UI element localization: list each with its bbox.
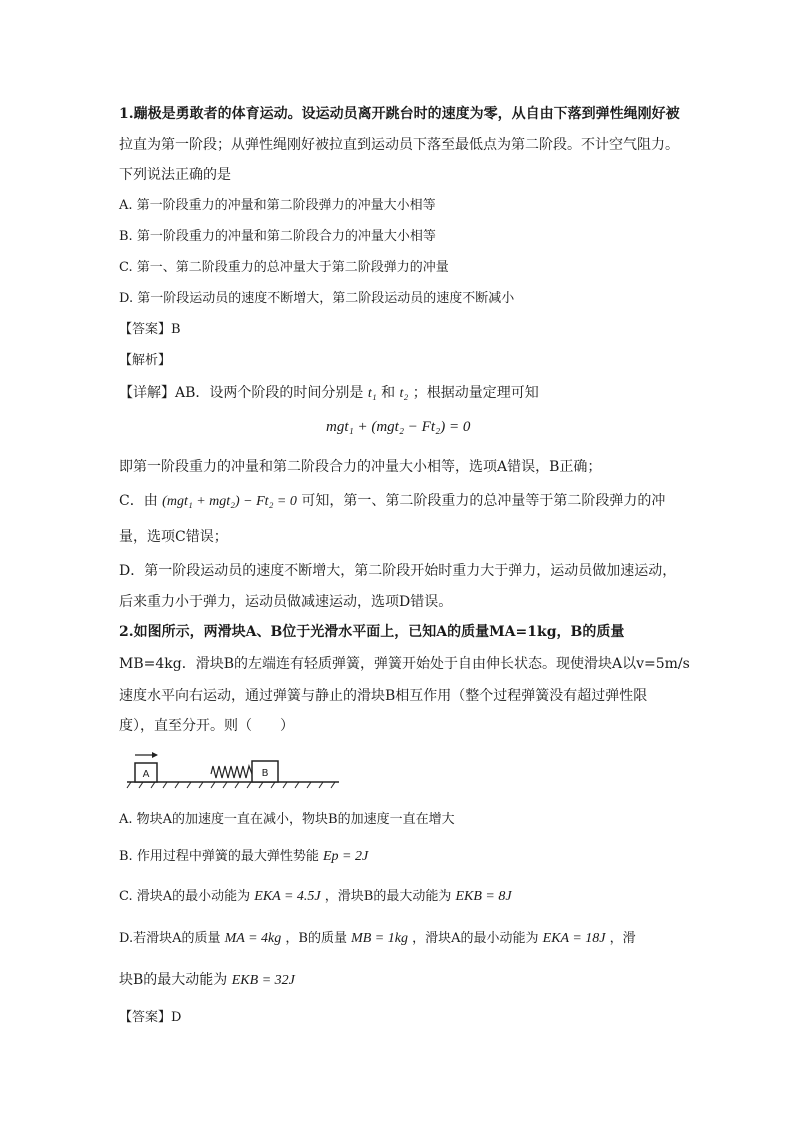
q2-stem-line1: 2.如图所示，两滑块A、B位于光滑水平面上，已知A的质量MA=1kg，B的质量 [119,624,625,640]
q1-c-suffix: 可知，第一、第二阶段重力的总冲量等于第二阶段弹力的冲 [301,493,666,509]
q1-answer: 【答案】B [119,322,181,337]
q1-option-c: C. 第一、第二阶段重力的总冲量大于第二阶段弹力的冲量 [119,260,449,275]
q2-option-b-eq: Ep = 2J [322,849,369,864]
q1-line-d1: D．第一阶段运动员的速度不断增大，第二阶段开始时重力大于弹力，运动员做加速运动， [119,563,677,579]
q2-answer: 【答案】D [119,1010,182,1025]
q2-stem-line3: 速度水平向右运动，通过弹簧与静止的滑块B相互作用（整个过程弹簧没有超过弹性限 [119,688,648,704]
q2-option-c-mid: ，滑块B的最大动能为 [324,889,452,904]
q1-analysis-label: 【解析】 [119,353,172,368]
q1-stem-line3: 下列说法正确的是 [119,167,231,183]
q2-stem-line4: 度），直至分开。则（ ） [119,718,294,734]
q2-option-d-mid1: ，B的质量 [285,931,347,946]
q2-option-d [119,929,636,949]
q1-line-c2: 量，选项C错误； [119,529,228,545]
q1-c-prefix: C．由 [119,493,158,509]
q2-option-d-line2 [119,970,295,991]
velocity-arrow [135,752,158,758]
q1-detail-line [119,383,539,404]
block-a-label: A [142,769,150,780]
spring [211,766,252,778]
q2-option-d-eq3: EKA = 18J [542,931,606,946]
q2-option-c-prefix: C. 滑块A的最小动能为 [119,889,251,904]
q2-option-d-prefix: D.若滑块A的质量 [119,931,221,946]
q1-t2: t₂ [399,386,409,401]
q1-line-ab: 即第一阶段重力的冲量和第二阶段合力的冲量大小相等，选项A错误，B正确； [119,459,602,475]
q2-option-b-prefix: B. 作用过程中弹簧的最大弹性势能 [119,849,319,864]
q1-option-b: B. 第一阶段重力的冲量和第二阶段合力的冲量大小相等 [119,229,436,244]
q2-option-d-mid2: ，滑块A的最小动能为 [412,931,539,946]
block-b-label: B [261,768,269,779]
q2-option-c-eq2: EKB = 8J [455,889,512,904]
q2-option-b [119,847,368,867]
q2-option-d-eq4: EKB = 32J [231,973,295,988]
q1-and: 和 [381,385,396,401]
q1-detail-prefix: 【详解】AB．设两个阶段的时间分别是 [119,385,364,401]
q1-line-d2: 后来重力小于弹力，运动员做减速运动，选项D错误。 [119,594,453,610]
q2-option-c [119,887,512,907]
q1-stem-line1: 1.蹦极是勇敢者的体育运动。设运动员离开跳台时的速度为零，从自由下落到弹性绳刚好被 [119,106,680,122]
q1-t1: t₁ [367,386,377,401]
q2-option-d-line2-prefix: 块B的最大动能为 [119,972,228,988]
q2-option-d-tail: ，滑 [609,931,636,946]
q2-option-d-eq2: MB = 1kg [351,931,408,946]
q2-option-c-eq1: EKA = 4.5J [254,889,321,904]
q1-option-d: D. 第一阶段运动员的速度不断增大，第二阶段运动员的速度不断减小 [119,291,515,306]
q2-option-a: A. 物块A的加速度一直在减小，物块B的加速度一直在增大 [119,812,455,827]
ground-line [127,782,339,788]
q2-option-d-eq1: MA = 4kg [224,931,282,946]
q2-stem-line2: MB=4kg．滑块B的左端连有轻质弹簧，弹簧开始处于自由伸长状态。现使滑块A以v=5m/s [119,656,690,672]
q2-figure [125,748,345,796]
q1-detail-suffix: ；根据动量定理可知 [412,385,539,401]
q1-equation: mgt₁ + (mgt₂ − Ft₂) = 0 [326,419,471,435]
q1-c-equation: (mgt₁ + mgt₂) − Ft₂ = 0 [162,494,297,509]
q1-line-c [119,491,665,512]
q1-option-a: A. 第一阶段重力的冲量和第二阶段弹力的冲量大小相等 [119,198,436,213]
q1-stem-line2: 拉直为第一阶段；从弹性绳刚好被拉直到运动员下落至最低点为第二阶段。不计空气阻力。 [119,137,679,153]
